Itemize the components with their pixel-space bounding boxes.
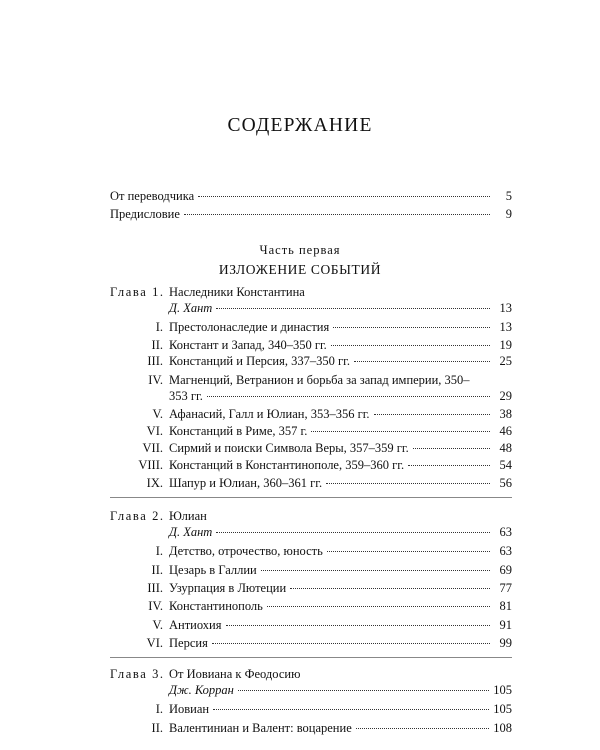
entry-page: 25 [499,354,512,368]
dot-leader [238,690,489,691]
dot-leader [290,588,490,589]
dot-leader [226,625,491,626]
dot-leader [413,448,490,449]
toc-entry-section[interactable] [169,562,512,578]
entry-page: 46 [499,424,512,438]
section-number: IX. [146,476,163,490]
toc-entry-section[interactable] [169,440,512,456]
dot-leader [333,327,490,328]
toc-entry-section[interactable] [169,598,512,614]
chapter-3-author-entry[interactable] [169,682,512,698]
chapter-2-label: Глава 2. [110,509,165,523]
toc-entry-section[interactable] [169,337,512,353]
entry-page: 56 [499,476,512,490]
part-label: Часть первая [259,243,341,257]
entry-text: 353 гг. [169,389,203,403]
entry-text: Цезарь в Галлии [169,563,257,577]
section-number: V. [152,407,163,421]
section-number: I. [155,544,163,558]
toc-entry-front-2[interactable] [110,206,512,222]
section-number: IV. [148,373,163,387]
entry-text: Предисловие [110,207,180,221]
dot-leader [184,214,490,215]
dot-leader [261,570,490,571]
section-number: III. [147,581,163,595]
dot-leader [216,308,490,309]
entry-page: 99 [499,636,512,650]
entry-page: 105 [493,683,512,697]
dot-leader [326,483,490,484]
entry-text: Шапур и Юлиан, 360–361 гг. [169,476,323,490]
author-name: Д. Хант [169,301,213,315]
toc-entry-section[interactable] [169,701,512,717]
chapter-1-title[interactable]: Наследники Константина [169,285,305,299]
entry-text: Афанасий, Галл и Юлиан, 353–356 гг. [169,407,370,421]
section-number: II. [151,721,163,735]
section-number: II. [151,563,163,577]
dot-leader [207,396,490,397]
entry-page: 63 [499,525,512,539]
dot-leader [216,532,490,533]
chapter-divider [110,497,512,498]
dot-leader [354,361,490,362]
chapter-2-author-entry[interactable] [169,524,512,540]
toc-entry-section[interactable] [169,635,512,651]
toc-entry-section[interactable] [169,457,512,473]
entry-page: 91 [499,618,512,632]
toc-entry-front-1[interactable] [110,188,512,204]
toc-entry-section[interactable] [169,543,512,559]
section-number: VII. [142,441,163,455]
dot-leader [374,414,490,415]
part-title: ИЗЛОЖЕНИЕ СОБЫТИЙ [218,262,382,277]
dot-leader [213,709,489,710]
toc-entry-section[interactable] [169,423,512,439]
entry-text: От переводчика [110,189,195,203]
toc-entry-section-line1[interactable]: Магненций, Ветранион и борьба за запад империи, 350– [169,373,470,387]
dot-leader [198,196,490,197]
toc-entry-section[interactable] [169,353,512,369]
chapter-1-label: Глава 1. [110,285,165,299]
author-name: Дж. Корран [169,683,234,697]
toc-entry-section[interactable] [169,720,512,736]
dot-leader [212,643,490,644]
toc-entry-section[interactable] [169,580,512,596]
toc-entry-section[interactable] [169,406,512,422]
dot-leader [408,465,490,466]
chapter-3-title[interactable]: От Иовиана к Феодосию [169,667,301,681]
entry-text: Иовиан [169,702,210,716]
entry-text: Детство, отрочество, юность [169,544,323,558]
chapter-1-author-entry[interactable] [169,300,512,316]
entry-text: Констанций и Персия, 337–350 гг. [169,354,350,368]
entry-text: Констант и Запад, 340–350 гг. [169,338,327,352]
entry-text: Персия [169,636,208,650]
entry-text: Престолонаследие и династия [169,320,330,334]
entry-text: Констанций в Константинополе, 359–360 гг. [169,458,405,472]
toc-entry-section[interactable] [169,475,512,491]
entry-page: 48 [499,441,512,455]
dot-leader [331,345,490,346]
entry-text: Антиохия [169,618,222,632]
entry-page: 13 [499,320,512,334]
section-number: II. [151,338,163,352]
entry-page: 69 [499,563,512,577]
section-number: V. [152,618,163,632]
entry-page: 54 [499,458,512,472]
section-number: VI. [146,636,163,650]
page-title: СОДЕРЖАНИЕ [227,115,373,136]
entry-page: 9 [505,207,512,221]
entry-page: 19 [499,338,512,352]
entry-page: 13 [499,301,512,315]
entry-page: 108 [493,721,512,735]
entry-page: 63 [499,544,512,558]
section-number: IV. [148,599,163,613]
section-number: I. [155,320,163,334]
entry-text: Сирмий и поиски Символа Веры, 357–359 гг. [169,441,409,455]
entry-page: 5 [505,189,512,203]
section-number: VIII. [138,458,163,472]
section-number: VI. [146,424,163,438]
entry-page: 38 [499,407,512,421]
entry-page: 105 [493,702,512,716]
toc-entry-section-line2[interactable] [169,388,512,404]
entry-text: Константинополь [169,599,263,613]
section-number: III. [147,354,163,368]
entry-text: Констанций в Риме, 357 г. [169,424,308,438]
chapter-divider [110,657,512,658]
dot-leader [356,728,490,729]
entry-page: 77 [499,581,512,595]
entry-page: 81 [499,599,512,613]
toc-entry-section[interactable] [169,319,512,335]
dot-leader [311,431,490,432]
entry-text: Валентиниан и Валент: воцарение [169,721,352,735]
chapter-2-title[interactable]: Юлиан [169,509,207,523]
entry-text: Узурпация в Лютеции [169,581,287,595]
dot-leader [327,551,490,552]
chapter-3-label: Глава 3. [110,667,165,681]
entry-page: 29 [499,389,512,403]
section-number: I. [155,702,163,716]
toc-entry-section[interactable] [169,617,512,633]
dot-leader [267,606,490,607]
author-name: Д. Хант [169,525,213,539]
